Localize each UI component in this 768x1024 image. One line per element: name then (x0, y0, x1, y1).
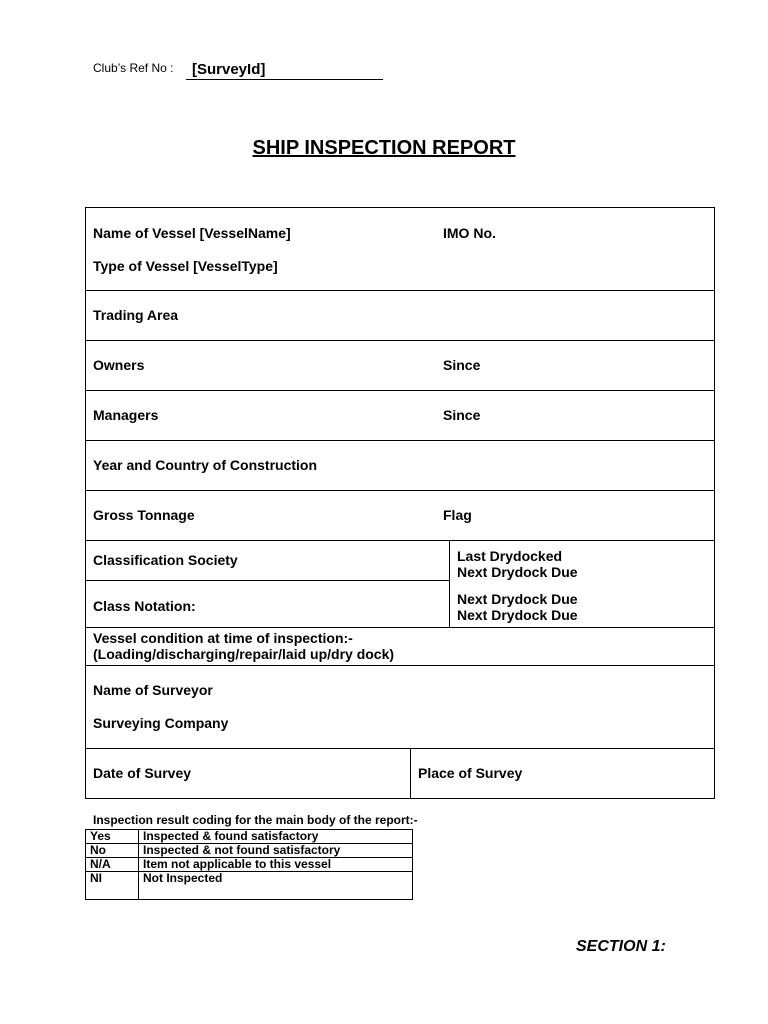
code-cell: Yes (86, 830, 139, 844)
column-divider (449, 540, 450, 627)
row-divider (86, 440, 714, 441)
vessel-details-form (85, 207, 715, 799)
code-cell: NI (86, 872, 139, 900)
coding-table (85, 829, 413, 900)
construction-label: Year and Country of Construction (93, 457, 318, 473)
owners-since-label: Since (443, 357, 481, 373)
vessel-name-label: Name of Vessel [VesselName] (93, 225, 291, 241)
date-of-survey-label: Date of Survey (93, 765, 192, 781)
coding-title: Inspection result coding for the main body of the report:- (93, 813, 418, 827)
next-drydock-due-label: Next Drydock Due (457, 591, 578, 607)
table-row (86, 858, 413, 872)
owners-label: Owners (93, 357, 145, 373)
code-cell: N/A (86, 858, 139, 872)
vessel-condition-options: (Loading/discharging/repair/laid up/dry dock) (93, 646, 395, 662)
code-cell: No (86, 844, 139, 858)
surveyor-name-label: Name of Surveyor (93, 682, 213, 698)
managers-label: Managers (93, 407, 159, 423)
meaning-cell: Inspected & not found satisfactory (139, 844, 413, 858)
place-of-survey-label: Place of Survey (418, 765, 523, 781)
classification-society-label: Classification Society (93, 552, 238, 568)
clubs-ref-label: Club’s Ref No : (93, 61, 174, 75)
row-divider (86, 390, 714, 391)
managers-since-label: Since (443, 407, 481, 423)
gross-tonnage-label: Gross Tonnage (93, 507, 195, 523)
meaning-cell: Not Inspected (139, 872, 413, 900)
next-drydock-due-label: Next Drydock Due (457, 607, 578, 623)
table-row (86, 872, 413, 900)
row-divider (86, 540, 714, 541)
meaning-cell: Item not applicable to this vessel (139, 858, 413, 872)
imo-label: IMO No. (443, 225, 496, 241)
vessel-type-label: Type of Vessel [VesselType] (93, 258, 278, 274)
row-divider (86, 665, 714, 666)
table-row (86, 844, 413, 858)
next-drydock-due-label: Next Drydock Due (457, 564, 578, 580)
surveying-company-label: Surveying Company (93, 715, 229, 731)
column-divider (410, 748, 411, 798)
flag-label: Flag (443, 507, 472, 523)
row-divider (86, 748, 714, 749)
row-divider (86, 490, 714, 491)
meaning-cell: Inspected & found satisfactory (139, 830, 413, 844)
clubs-ref-value: [SurveyId] (186, 60, 383, 80)
row-divider (86, 627, 714, 628)
table-row (86, 830, 413, 844)
section-heading: SECTION 1: (576, 938, 666, 955)
trading-area-label: Trading Area (93, 307, 179, 323)
row-divider (86, 340, 714, 341)
vessel-condition-label: Vessel condition at time of inspection:- (93, 630, 353, 646)
last-drydocked-label: Last Drydocked (457, 548, 563, 564)
class-notation-label: Class Notation: (93, 598, 196, 614)
page-title: SHIP INSPECTION REPORT (252, 137, 516, 159)
row-divider (86, 580, 449, 581)
row-divider (86, 290, 714, 291)
